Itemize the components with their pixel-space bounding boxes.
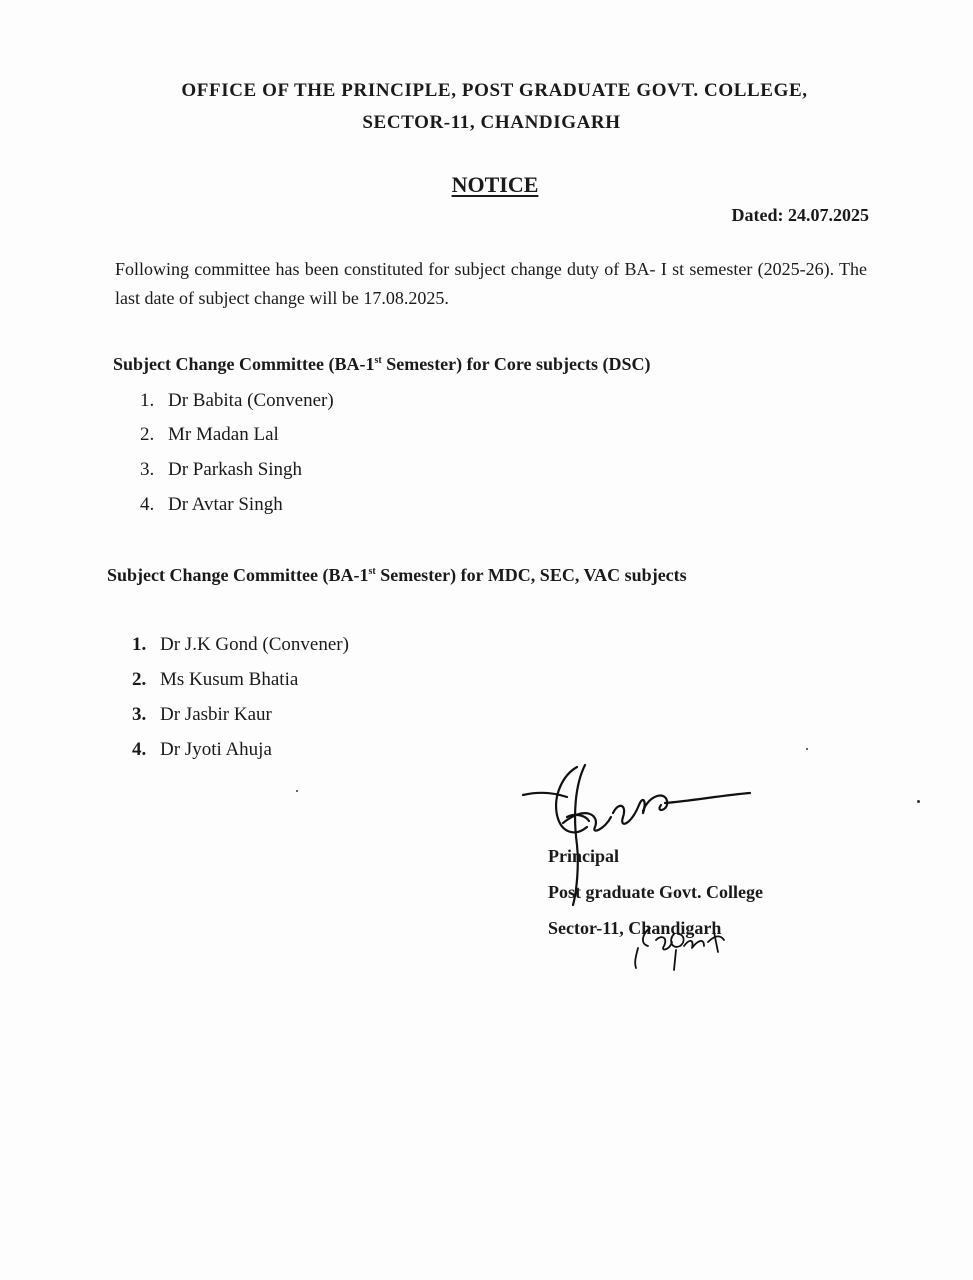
committee-core-members [140, 390, 334, 529]
office-header-line2: SECTOR-11, CHANDIGARH [362, 112, 621, 133]
list-item [140, 424, 334, 459]
member-name: Dr Avtar Singh [168, 494, 283, 515]
heading-text: Subject Change Committee (BA-1 [113, 354, 375, 374]
signatory-title: Principal [548, 846, 619, 866]
committee-core-heading [113, 354, 650, 375]
member-name: Ms Kusum Bhatia [160, 669, 299, 690]
list-item [132, 704, 349, 739]
member-name: Dr Babita (Convener) [168, 390, 334, 411]
notice-title: NOTICE [451, 172, 539, 197]
list-number: 1. [140, 390, 155, 411]
heading-text: Subject Change Committee (BA-1 [107, 565, 369, 585]
notice-date: Dated: 24.07.2025 [731, 205, 869, 225]
list-number: 2. [140, 424, 155, 445]
committee-mdc-members [132, 634, 349, 774]
list-number: 1. [132, 634, 147, 655]
list-number: 4. [140, 494, 155, 515]
committee-mdc-heading [107, 565, 687, 586]
member-name: Dr Jyoti Ahuja [160, 739, 272, 760]
list-item [132, 634, 349, 669]
list-item [132, 739, 349, 774]
list-item [140, 494, 334, 529]
scan-speck [917, 800, 920, 803]
list-item [140, 459, 334, 494]
list-number: 4. [132, 739, 147, 760]
list-item [132, 669, 349, 704]
list-number: 2. [132, 669, 147, 690]
list-item [140, 390, 334, 424]
heading-superscript: st [374, 355, 382, 366]
list-number: 3. [132, 704, 147, 725]
office-header-line1: OFFICE OF THE PRINCIPLE, POST GRADUATE GOVT. COLLEGE, [181, 80, 808, 101]
member-name: Dr Jasbir Kaur [160, 704, 272, 725]
scan-speck [296, 790, 298, 792]
notice-paragraph: Following committee has been constituted for subject change duty of BA- I st semester (2025-26). The last date of subject change will be 17.08.2025. [115, 259, 867, 308]
heading-superscript: st [368, 566, 376, 577]
member-name: Dr Parkash Singh [168, 459, 303, 480]
list-number: 3. [140, 459, 155, 480]
heading-text: Semester) for Core subjects (DSC) [381, 354, 651, 374]
member-name: Mr Madan Lal [168, 424, 279, 445]
handwritten-initials [628, 920, 738, 975]
heading-text: Semester) for MDC, SEC, VAC subjects [375, 565, 687, 585]
signatory-location: Sector-11, Chandigarh [548, 918, 722, 938]
member-name: Dr J.K Gond (Convener) [160, 634, 349, 655]
scan-speck [806, 748, 808, 750]
signatory-institution: Post graduate Govt. College [548, 882, 763, 902]
